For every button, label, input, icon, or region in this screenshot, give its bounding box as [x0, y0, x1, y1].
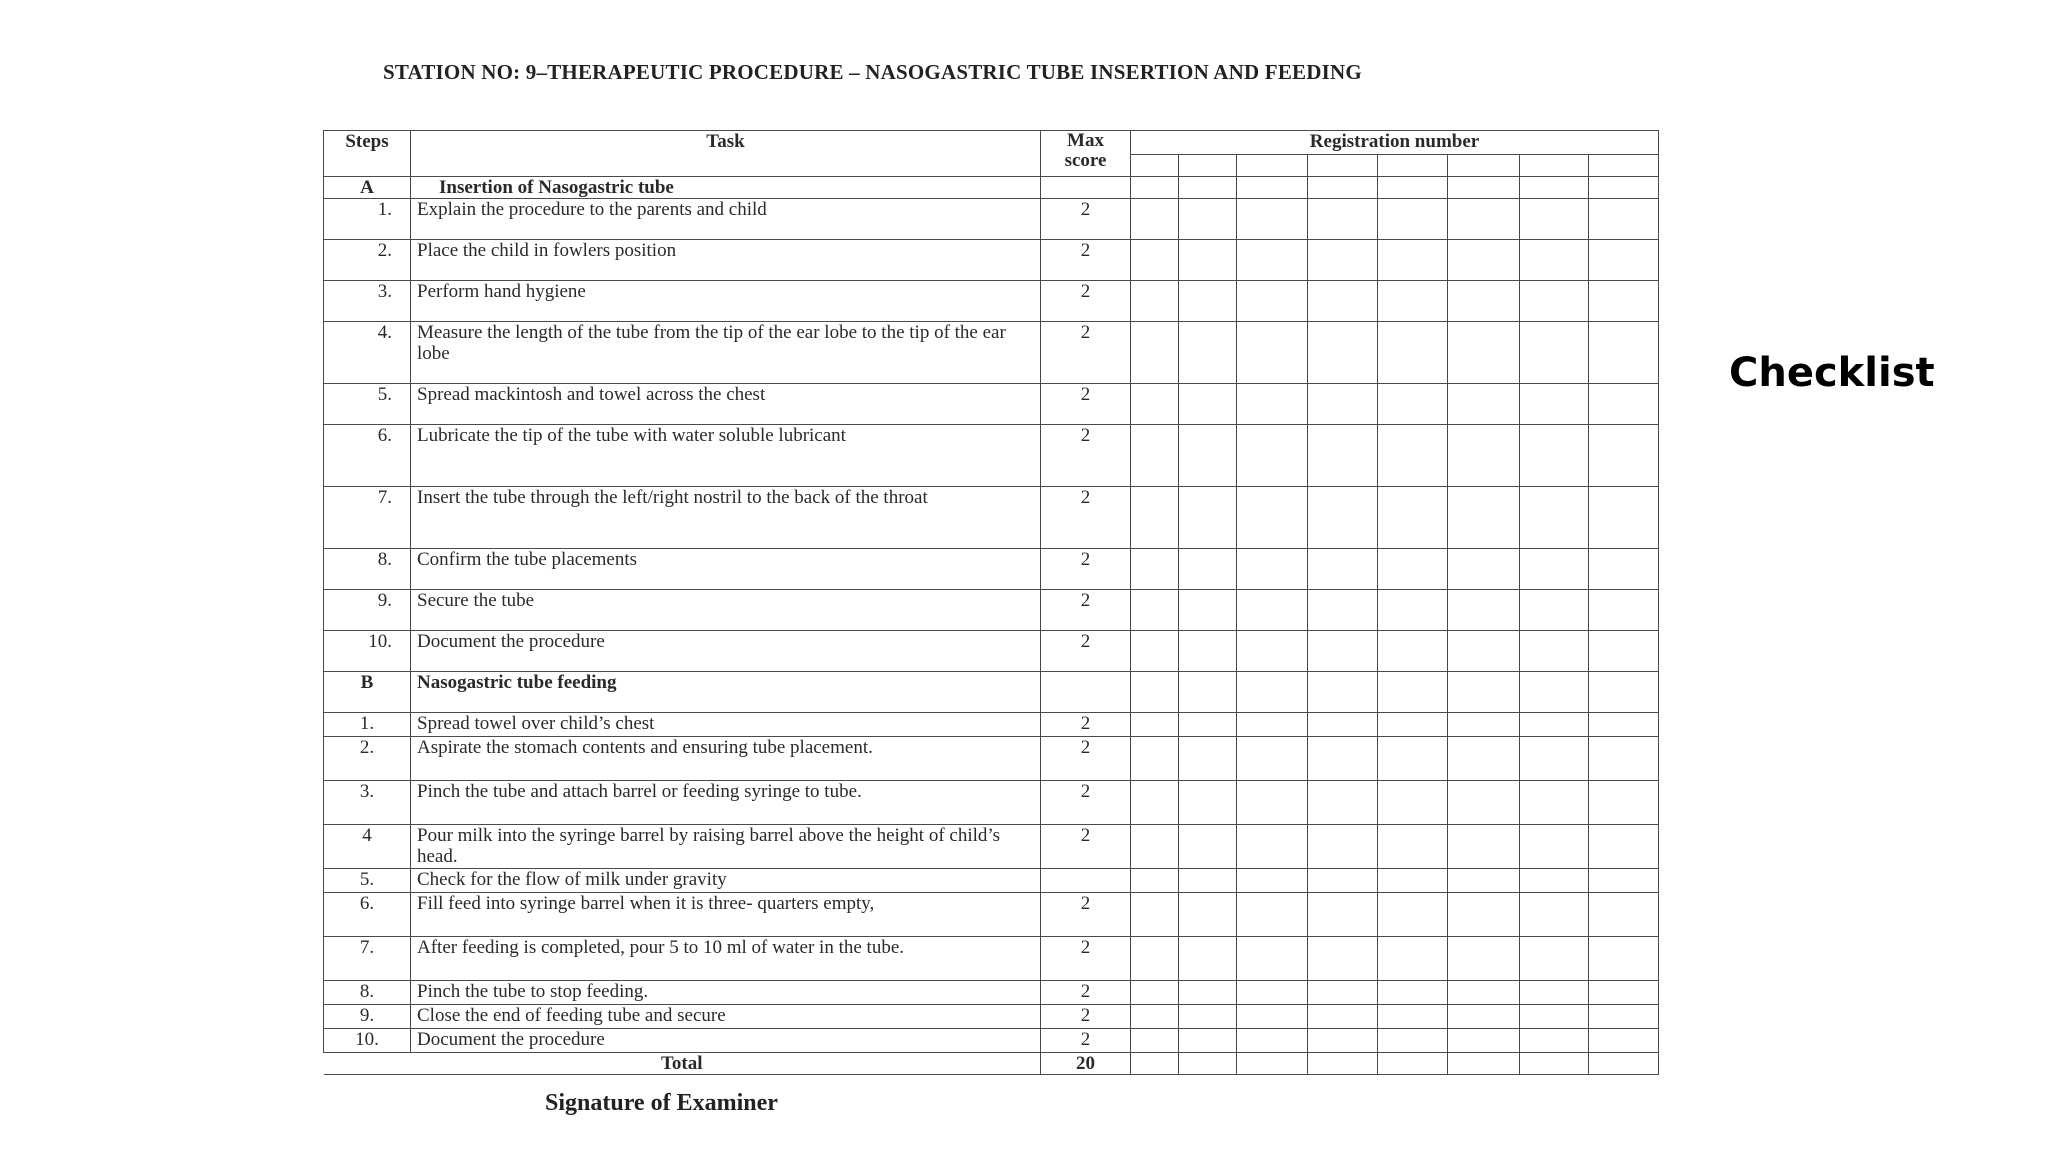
task-text: Spread mackintosh and towel across the chest [411, 384, 1041, 425]
table-row [324, 825, 1659, 869]
registration-cell[interactable] [1378, 1053, 1448, 1075]
total-row [324, 1053, 1659, 1075]
task-text: Document the procedure [411, 631, 1041, 672]
registration-cell[interactable] [1448, 425, 1520, 487]
registration-cell[interactable] [1589, 869, 1659, 893]
step-number: 6. [324, 425, 411, 487]
registration-cell[interactable] [1448, 177, 1520, 199]
registration-cell[interactable] [1520, 199, 1589, 240]
registration-cell[interactable] [1378, 869, 1448, 893]
registration-cell[interactable] [1448, 487, 1520, 549]
registration-cell[interactable] [1237, 781, 1308, 825]
registration-cell[interactable] [1179, 199, 1237, 240]
task-text: Close the end of feeding tube and secure [411, 1005, 1041, 1029]
checklist-table [323, 130, 1659, 1075]
registration-cell[interactable] [1179, 631, 1237, 672]
table-row [324, 425, 1659, 487]
registration-cell[interactable] [1237, 893, 1308, 937]
registration-cell[interactable] [1378, 1029, 1448, 1053]
registration-cell[interactable] [1589, 487, 1659, 549]
registration-cell[interactable] [1131, 155, 1179, 177]
section-row [324, 672, 1659, 713]
registration-cell[interactable] [1179, 240, 1237, 281]
registration-cell[interactable] [1520, 384, 1589, 425]
registration-cell[interactable] [1131, 893, 1179, 937]
table-row [324, 590, 1659, 631]
registration-cell[interactable] [1520, 825, 1589, 869]
registration-cell[interactable] [1520, 487, 1589, 549]
registration-cell[interactable] [1131, 825, 1179, 869]
signature-of-examiner: Signature of Examiner [545, 1090, 778, 1116]
registration-cell[interactable] [1520, 281, 1589, 322]
registration-cell[interactable] [1308, 937, 1378, 981]
registration-cell[interactable] [1448, 549, 1520, 590]
task-text: After feeding is completed, pour 5 to 10 ml of water in the tube. [411, 937, 1041, 981]
step-number: 2. [324, 737, 411, 781]
task-text: Spread towel over child’s chest [411, 713, 1041, 737]
registration-cell[interactable] [1589, 893, 1659, 937]
table-row [324, 1005, 1659, 1029]
registration-cell[interactable] [1448, 590, 1520, 631]
registration-cell[interactable] [1520, 869, 1589, 893]
registration-cell[interactable] [1589, 1029, 1659, 1053]
step-number: 5. [324, 869, 411, 893]
registration-cell[interactable] [1520, 240, 1589, 281]
registration-cell[interactable] [1308, 322, 1378, 384]
registration-cell[interactable] [1520, 713, 1589, 737]
task-text: Measure the length of the tube from the tip of the ear lobe to the tip of the ear lobe [411, 322, 1041, 384]
registration-cell[interactable] [1308, 713, 1378, 737]
registration-cell[interactable] [1308, 869, 1378, 893]
registration-cell[interactable] [1378, 737, 1448, 781]
registration-cell[interactable] [1237, 937, 1308, 981]
registration-cell[interactable] [1131, 781, 1179, 825]
registration-cell[interactable] [1520, 631, 1589, 672]
registration-cell[interactable] [1131, 384, 1179, 425]
registration-cell[interactable] [1589, 199, 1659, 240]
registration-cell[interactable] [1378, 672, 1448, 713]
registration-cell[interactable] [1237, 384, 1308, 425]
registration-cell[interactable] [1308, 199, 1378, 240]
registration-cell[interactable] [1179, 893, 1237, 937]
registration-cell[interactable] [1589, 631, 1659, 672]
registration-cell[interactable] [1448, 672, 1520, 713]
registration-cell[interactable] [1131, 737, 1179, 781]
registration-cell[interactable] [1520, 322, 1589, 384]
table-row [324, 322, 1659, 384]
registration-cell[interactable] [1308, 631, 1378, 672]
registration-cell[interactable] [1448, 737, 1520, 781]
task-text: Fill feed into syringe barrel when it is three- quarters empty, [411, 893, 1041, 937]
step-number: 8. [324, 981, 411, 1005]
step-number: 9. [324, 590, 411, 631]
registration-cell[interactable] [1131, 869, 1179, 893]
registration-cell[interactable] [1589, 384, 1659, 425]
checklist-label: Checklist [1729, 350, 1935, 396]
table-row [324, 631, 1659, 672]
registration-cell[interactable] [1589, 322, 1659, 384]
registration-cell[interactable] [1520, 1029, 1589, 1053]
step-number: 4. [324, 322, 411, 384]
registration-cell[interactable] [1589, 937, 1659, 981]
header-max-score: Max score [1041, 131, 1131, 177]
registration-cell[interactable] [1448, 781, 1520, 825]
registration-cell[interactable] [1237, 590, 1308, 631]
score-cell [1041, 177, 1131, 199]
step-number: 9. [324, 1005, 411, 1029]
registration-cell[interactable] [1520, 155, 1589, 177]
registration-cell[interactable] [1237, 825, 1308, 869]
registration-cell[interactable] [1448, 825, 1520, 869]
registration-cell[interactable] [1448, 384, 1520, 425]
registration-cell[interactable] [1308, 549, 1378, 590]
max-score [1041, 869, 1131, 893]
registration-cell[interactable] [1378, 177, 1448, 199]
registration-cell[interactable] [1179, 281, 1237, 322]
registration-cell[interactable] [1378, 893, 1448, 937]
task-text: Confirm the tube placements [411, 549, 1041, 590]
table-row [324, 869, 1659, 893]
score-cell [1041, 672, 1131, 713]
task-text: Pour milk into the syringe barrel by raising barrel above the height of child’s head. [411, 825, 1041, 869]
table-row [324, 713, 1659, 737]
registration-cell[interactable] [1589, 981, 1659, 1005]
task-text: Aspirate the stomach contents and ensuring tube placement. [411, 737, 1041, 781]
registration-cell[interactable] [1378, 384, 1448, 425]
max-score: 2 [1041, 384, 1131, 425]
registration-cell[interactable] [1308, 781, 1378, 825]
registration-cell[interactable] [1378, 425, 1448, 487]
registration-cell[interactable] [1179, 1029, 1237, 1053]
registration-cell[interactable] [1237, 177, 1308, 199]
registration-cell[interactable] [1308, 893, 1378, 937]
registration-cell[interactable] [1448, 155, 1520, 177]
registration-cell[interactable] [1520, 781, 1589, 825]
section-title: Insertion of Nasogastric tube [411, 177, 1041, 199]
registration-cell[interactable] [1378, 199, 1448, 240]
step-number: 5. [324, 384, 411, 425]
registration-cell[interactable] [1179, 384, 1237, 425]
registration-cell[interactable] [1308, 155, 1378, 177]
step-number: 4 [324, 825, 411, 869]
step-number: 1. [324, 713, 411, 737]
table-row [324, 487, 1659, 549]
registration-cell[interactable] [1448, 240, 1520, 281]
registration-cell[interactable] [1179, 155, 1237, 177]
table-row [324, 199, 1659, 240]
registration-cell[interactable] [1179, 981, 1237, 1005]
registration-cell[interactable] [1131, 981, 1179, 1005]
registration-cell[interactable] [1308, 281, 1378, 322]
registration-cell[interactable] [1448, 937, 1520, 981]
registration-cell[interactable] [1589, 177, 1659, 199]
registration-cell[interactable] [1589, 281, 1659, 322]
registration-cell[interactable] [1520, 672, 1589, 713]
task-text: Document the procedure [411, 1029, 1041, 1053]
registration-cell[interactable] [1378, 155, 1448, 177]
max-score: 2 [1041, 425, 1131, 487]
registration-cell[interactable] [1589, 1053, 1659, 1075]
registration-cell[interactable] [1378, 1005, 1448, 1029]
registration-cell[interactable] [1448, 1005, 1520, 1029]
step-number: 6. [324, 893, 411, 937]
registration-cell[interactable] [1179, 937, 1237, 981]
registration-cell[interactable] [1308, 487, 1378, 549]
step-number: 3. [324, 781, 411, 825]
max-score: 2 [1041, 1005, 1131, 1029]
registration-cell[interactable] [1520, 893, 1589, 937]
registration-cell[interactable] [1520, 590, 1589, 631]
registration-cell[interactable] [1237, 1005, 1308, 1029]
registration-cell[interactable] [1237, 199, 1308, 240]
max-score: 2 [1041, 631, 1131, 672]
registration-cell[interactable] [1131, 631, 1179, 672]
task-text: Lubricate the tip of the tube with water soluble lubricant [411, 425, 1041, 487]
registration-cell[interactable] [1237, 1053, 1308, 1075]
max-score: 2 [1041, 199, 1131, 240]
registration-cell[interactable] [1448, 1053, 1520, 1075]
registration-cell[interactable] [1179, 322, 1237, 384]
table-row [324, 937, 1659, 981]
registration-cell[interactable] [1131, 425, 1179, 487]
step-number: 10. [324, 1029, 411, 1053]
registration-cell[interactable] [1378, 631, 1448, 672]
registration-cell[interactable] [1179, 177, 1237, 199]
registration-cell[interactable] [1131, 1053, 1179, 1075]
registration-cell[interactable] [1520, 737, 1589, 781]
registration-cell[interactable] [1179, 737, 1237, 781]
section-title: Nasogastric tube feeding [411, 672, 1041, 713]
registration-cell[interactable] [1179, 425, 1237, 487]
task-text: Secure the tube [411, 590, 1041, 631]
registration-cell[interactable] [1131, 1005, 1179, 1029]
registration-cell[interactable] [1378, 981, 1448, 1005]
max-score: 2 [1041, 590, 1131, 631]
registration-cell[interactable] [1378, 713, 1448, 737]
registration-cell[interactable] [1448, 1029, 1520, 1053]
registration-cell[interactable] [1131, 281, 1179, 322]
registration-cell[interactable] [1308, 737, 1378, 781]
table-row [324, 549, 1659, 590]
registration-cell[interactable] [1378, 240, 1448, 281]
step-number: 8. [324, 549, 411, 590]
registration-cell[interactable] [1308, 425, 1378, 487]
registration-cell[interactable] [1237, 549, 1308, 590]
registration-cell[interactable] [1520, 425, 1589, 487]
registration-cell[interactable] [1378, 937, 1448, 981]
registration-cell[interactable] [1179, 487, 1237, 549]
registration-cell[interactable] [1237, 713, 1308, 737]
registration-cell[interactable] [1589, 737, 1659, 781]
task-text: Place the child in fowlers position [411, 240, 1041, 281]
table-row [324, 1029, 1659, 1053]
registration-cell[interactable] [1131, 177, 1179, 199]
max-score: 2 [1041, 549, 1131, 590]
registration-cell[interactable] [1179, 549, 1237, 590]
task-text: Explain the procedure to the parents and child [411, 199, 1041, 240]
step-number: 3. [324, 281, 411, 322]
step-number: 7. [324, 937, 411, 981]
registration-cell[interactable] [1378, 825, 1448, 869]
table-row [324, 240, 1659, 281]
max-score: 2 [1041, 781, 1131, 825]
registration-cell[interactable] [1237, 155, 1308, 177]
registration-cell[interactable] [1308, 825, 1378, 869]
registration-cell[interactable] [1448, 199, 1520, 240]
registration-cell[interactable] [1131, 1029, 1179, 1053]
registration-cell[interactable] [1589, 825, 1659, 869]
max-score: 2 [1041, 1029, 1131, 1053]
registration-cell[interactable] [1237, 425, 1308, 487]
table-row [324, 281, 1659, 322]
max-score: 2 [1041, 825, 1131, 869]
table-row [324, 981, 1659, 1005]
registration-cell[interactable] [1589, 781, 1659, 825]
task-text: Perform hand hygiene [411, 281, 1041, 322]
registration-cell[interactable] [1308, 1005, 1378, 1029]
registration-cell[interactable] [1520, 937, 1589, 981]
max-score: 2 [1041, 893, 1131, 937]
registration-cell[interactable] [1308, 981, 1378, 1005]
header-registration-number: Registration number [1131, 131, 1659, 155]
registration-cell[interactable] [1448, 713, 1520, 737]
registration-cell[interactable] [1131, 240, 1179, 281]
registration-cell[interactable] [1179, 781, 1237, 825]
registration-cell[interactable] [1131, 199, 1179, 240]
registration-cell[interactable] [1131, 672, 1179, 713]
registration-cell[interactable] [1131, 322, 1179, 384]
registration-cell[interactable] [1378, 281, 1448, 322]
table-row [324, 781, 1659, 825]
registration-cell[interactable] [1520, 549, 1589, 590]
registration-cell[interactable] [1308, 590, 1378, 631]
registration-cell[interactable] [1589, 672, 1659, 713]
registration-cell[interactable] [1378, 322, 1448, 384]
registration-cell[interactable] [1237, 487, 1308, 549]
registration-cell[interactable] [1520, 1053, 1589, 1075]
registration-cell[interactable] [1378, 590, 1448, 631]
registration-cell[interactable] [1237, 631, 1308, 672]
registration-cell[interactable] [1179, 825, 1237, 869]
registration-cell[interactable] [1308, 1029, 1378, 1053]
registration-cell[interactable] [1179, 590, 1237, 631]
total-score: 20 [1041, 1053, 1131, 1075]
registration-cell[interactable] [1131, 549, 1179, 590]
task-text: Insert the tube through the left/right nostril to the back of the throat [411, 487, 1041, 549]
header-steps: Steps [324, 131, 411, 177]
registration-cell[interactable] [1589, 713, 1659, 737]
step-number: 2. [324, 240, 411, 281]
max-score: 2 [1041, 281, 1131, 322]
table-row [324, 737, 1659, 781]
section-label: A [324, 177, 411, 199]
registration-cell[interactable] [1179, 1053, 1237, 1075]
step-number: 7. [324, 487, 411, 549]
registration-cell[interactable] [1378, 781, 1448, 825]
registration-cell[interactable] [1179, 869, 1237, 893]
max-score: 2 [1041, 937, 1131, 981]
registration-cell[interactable] [1179, 713, 1237, 737]
max-score: 2 [1041, 713, 1131, 737]
registration-cell[interactable] [1378, 487, 1448, 549]
max-score: 2 [1041, 487, 1131, 549]
registration-cell[interactable] [1237, 672, 1308, 713]
registration-cell[interactable] [1589, 1005, 1659, 1029]
registration-cell[interactable] [1589, 240, 1659, 281]
section-label: B [324, 672, 411, 713]
table-row [324, 384, 1659, 425]
registration-cell[interactable] [1179, 672, 1237, 713]
task-text: Check for the flow of milk under gravity [411, 869, 1041, 893]
registration-cell[interactable] [1520, 981, 1589, 1005]
registration-cell[interactable] [1237, 981, 1308, 1005]
step-number: 10. [324, 631, 411, 672]
registration-cell[interactable] [1448, 869, 1520, 893]
registration-cell[interactable] [1237, 869, 1308, 893]
registration-cell[interactable] [1448, 981, 1520, 1005]
registration-cell[interactable] [1237, 240, 1308, 281]
registration-cell[interactable] [1131, 937, 1179, 981]
registration-cell[interactable] [1237, 737, 1308, 781]
max-score: 2 [1041, 981, 1131, 1005]
registration-cell[interactable] [1448, 893, 1520, 937]
max-score: 2 [1041, 240, 1131, 281]
registration-cell[interactable] [1589, 425, 1659, 487]
registration-cell[interactable] [1589, 590, 1659, 631]
registration-cell[interactable] [1378, 549, 1448, 590]
registration-cell[interactable] [1237, 281, 1308, 322]
registration-cell[interactable] [1308, 240, 1378, 281]
registration-cell[interactable] [1131, 487, 1179, 549]
max-score: 2 [1041, 322, 1131, 384]
total-label: Total [324, 1053, 1041, 1075]
registration-cell[interactable] [1308, 1053, 1378, 1075]
max-score: 2 [1041, 737, 1131, 781]
table-row [324, 893, 1659, 937]
task-text: Pinch the tube and attach barrel or feeding syringe to tube. [411, 781, 1041, 825]
registration-cell[interactable] [1131, 713, 1179, 737]
registration-cell[interactable] [1179, 1005, 1237, 1029]
section-row [324, 177, 1659, 199]
registration-cell[interactable] [1237, 1029, 1308, 1053]
registration-cell[interactable] [1131, 590, 1179, 631]
page-title: STATION NO: 9–THERAPEUTIC PROCEDURE – NASOGASTRIC TUBE INSERTION AND FEEDING [383, 60, 1362, 84]
header-task: Task [411, 131, 1041, 177]
registration-cell[interactable] [1448, 322, 1520, 384]
registration-cell[interactable] [1448, 631, 1520, 672]
registration-cell[interactable] [1520, 1005, 1589, 1029]
registration-cell[interactable] [1589, 549, 1659, 590]
registration-cell[interactable] [1308, 384, 1378, 425]
registration-cell[interactable] [1520, 177, 1589, 199]
registration-cell[interactable] [1448, 281, 1520, 322]
task-text: Pinch the tube to stop feeding. [411, 981, 1041, 1005]
step-number: 1. [324, 199, 411, 240]
registration-cell[interactable] [1589, 155, 1659, 177]
registration-cell[interactable] [1308, 672, 1378, 713]
registration-cell[interactable] [1237, 322, 1308, 384]
registration-cell[interactable] [1308, 177, 1378, 199]
